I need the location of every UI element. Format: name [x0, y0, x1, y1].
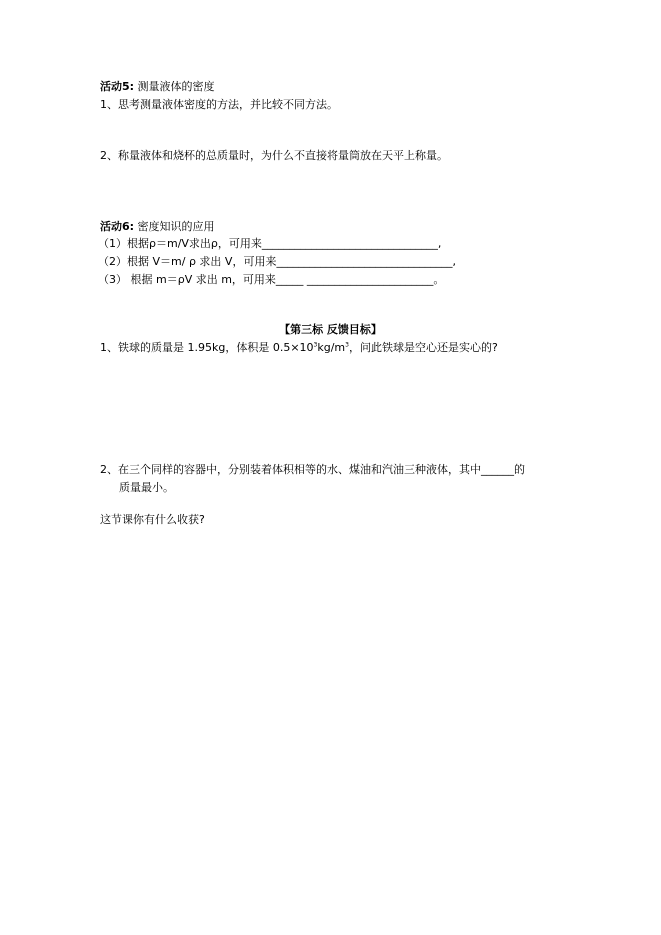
activity5-question-1: 1、思考测量液体密度的方法，并比较不同方法。 — [100, 98, 338, 111]
activity5-heading — [100, 80, 215, 94]
section3-q1-text: 1、铁球的质量是 1.95kg，体积是 0.5×10 — [100, 341, 314, 354]
section3-question-1 — [100, 341, 498, 355]
activity5-label: 活动5: — [100, 80, 135, 93]
section3-q1-exponent: 3 — [313, 341, 318, 349]
activity6-item-2: （2）根据 V＝m/ ρ 求出 V，可用来________________________________, — [98, 255, 456, 268]
section3-question-2-line-1: 2、在三个同样的容器中，分别装着体积相等的水、煤油和汽油三种液体，其中______的 — [100, 463, 525, 476]
activity6-label: 活动6: — [100, 220, 135, 233]
activity5-question-2: 2、称量液体和烧杯的总质量时，为什么不直接将量筒放在天平上称量。 — [100, 149, 448, 162]
activity6-heading — [100, 220, 215, 234]
activity5-title: 测量液体的密度 — [134, 80, 215, 93]
section3-q1-unit-exponent: 3 — [345, 341, 349, 349]
section3-q1-question: ，问此铁球是空心还是实心的? — [348, 341, 498, 354]
summary-question: 这节课你有什么收获? — [100, 513, 205, 526]
activity6-title: 密度知识的应用 — [134, 220, 215, 233]
section3-question-2-line-2: 质量最小。 — [119, 481, 174, 494]
activity6-item-1: （1）根据ρ＝m/V求出ρ，可用来________________________________, — [98, 237, 442, 250]
activity6-item-3: （3） 根据 m＝ρV 求出 m，可用来_____ _______________________。 — [98, 273, 445, 286]
section3-title: 【第三标 反馈目标】 — [279, 323, 382, 336]
section3-q1-unit: kg/m — [317, 341, 346, 354]
